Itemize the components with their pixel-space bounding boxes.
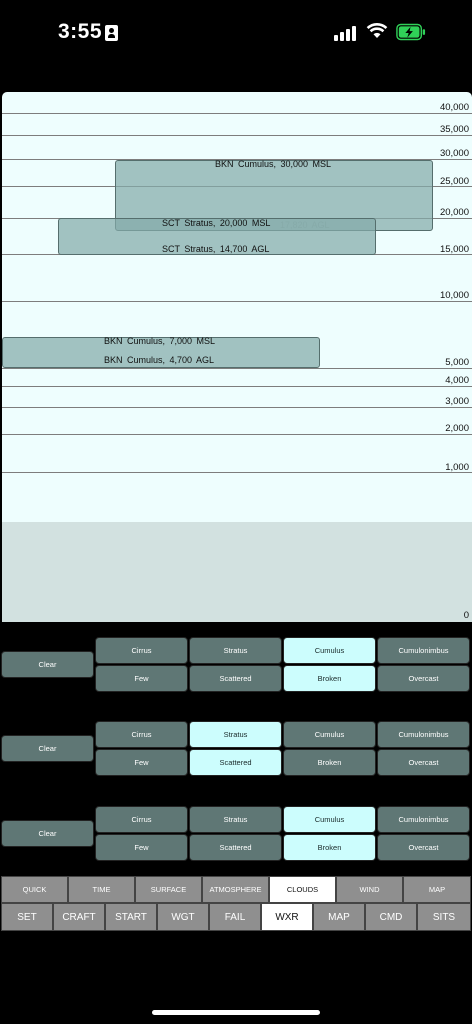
cloud-agl-label: SCT Stratus, 14,700 AGL bbox=[162, 244, 270, 254]
coverage-few-button[interactable]: Few bbox=[95, 749, 188, 776]
tab-map[interactable]: MAP bbox=[403, 876, 471, 903]
type-cumulonimbus-button[interactable]: Cumulonimbus bbox=[377, 806, 470, 833]
altitude-line bbox=[2, 301, 472, 302]
status-bar bbox=[0, 0, 472, 92]
clear-button[interactable]: Clear bbox=[1, 820, 94, 847]
coverage-broken-button[interactable]: Broken bbox=[283, 834, 376, 861]
altitude-label: 40,000 bbox=[439, 102, 469, 113]
tab-quick[interactable]: QUICK bbox=[1, 876, 68, 903]
cloud-layer-controls bbox=[0, 720, 472, 780]
coverage-scattered-button[interactable]: Scattered bbox=[189, 749, 282, 776]
weather-subtab-bar bbox=[0, 876, 472, 903]
altitude-label: 20,000 bbox=[439, 207, 469, 218]
tab-clouds[interactable]: CLOUDS bbox=[269, 876, 336, 903]
altitude-label: 35,000 bbox=[439, 124, 469, 135]
altitude-line bbox=[2, 407, 472, 408]
coverage-broken-button[interactable]: Broken bbox=[283, 665, 376, 692]
altitude-line bbox=[2, 434, 472, 435]
cloud-layer-controls bbox=[0, 805, 472, 865]
altitude-label: 0 bbox=[463, 610, 469, 621]
type-cirrus-button[interactable]: Cirrus bbox=[95, 637, 188, 664]
altitude-line bbox=[2, 113, 472, 114]
coverage-few-button[interactable]: Few bbox=[95, 834, 188, 861]
altitude-label: 5,000 bbox=[445, 357, 469, 368]
altitude-label: 3,000 bbox=[445, 396, 469, 407]
tab-wgt[interactable]: WGT bbox=[157, 903, 209, 931]
tab-cmd[interactable]: CMD bbox=[365, 903, 417, 931]
tab-surface[interactable]: SURFACE bbox=[135, 876, 202, 903]
cloud-msl-label: BKN Cumulus, 30,000 MSL bbox=[215, 159, 332, 169]
coverage-scattered-button[interactable]: Scattered bbox=[189, 665, 282, 692]
altitude-line bbox=[2, 472, 472, 473]
ground-area bbox=[2, 522, 472, 622]
altitude-label: 4,000 bbox=[445, 375, 469, 386]
coverage-scattered-button[interactable]: Scattered bbox=[189, 834, 282, 861]
coverage-broken-button[interactable]: Broken bbox=[283, 749, 376, 776]
altitude-label: 2,000 bbox=[445, 423, 469, 434]
type-stratus-button[interactable]: Stratus bbox=[189, 637, 282, 664]
coverage-overcast-button[interactable]: Overcast bbox=[377, 665, 470, 692]
coverage-overcast-button[interactable]: Overcast bbox=[377, 834, 470, 861]
coverage-overcast-button[interactable]: Overcast bbox=[377, 749, 470, 776]
cloud-msl-label: SCT Stratus, 20,000 MSL bbox=[162, 218, 271, 228]
tab-wxr[interactable]: WXR bbox=[261, 903, 313, 931]
home-indicator[interactable] bbox=[152, 1010, 320, 1015]
clear-button[interactable]: Clear bbox=[1, 735, 94, 762]
type-cumulus-button[interactable]: Cumulus bbox=[283, 637, 376, 664]
tab-craft[interactable]: CRAFT bbox=[53, 903, 105, 931]
type-cumulonimbus-button[interactable]: Cumulonimbus bbox=[377, 637, 470, 664]
altitude-label: 30,000 bbox=[439, 148, 469, 159]
coverage-few-button[interactable]: Few bbox=[95, 665, 188, 692]
contact-card-icon bbox=[105, 25, 118, 41]
tab-set[interactable]: SET bbox=[1, 903, 53, 931]
altitude-label: 1,000 bbox=[445, 462, 469, 473]
type-cumulonimbus-button[interactable]: Cumulonimbus bbox=[377, 721, 470, 748]
battery-charging-icon bbox=[396, 23, 426, 41]
altitude-label: 15,000 bbox=[439, 244, 469, 255]
altitude-label: 25,000 bbox=[439, 176, 469, 187]
main-tab-bar bbox=[0, 903, 472, 931]
cloud-msl-label: BKN Cumulus, 7,000 MSL bbox=[104, 336, 216, 346]
tab-start[interactable]: START bbox=[105, 903, 157, 931]
tab-map-main[interactable]: MAP bbox=[313, 903, 365, 931]
altitude-line bbox=[2, 135, 472, 136]
type-stratus-button[interactable]: Stratus bbox=[189, 721, 282, 748]
tab-fail[interactable]: FAIL bbox=[209, 903, 261, 931]
tab-atmosphere[interactable]: ATMOSPHERE bbox=[202, 876, 269, 903]
type-stratus-button[interactable]: Stratus bbox=[189, 806, 282, 833]
altitude-line bbox=[2, 368, 472, 369]
clear-button[interactable]: Clear bbox=[1, 651, 94, 678]
wifi-icon bbox=[366, 22, 388, 40]
tab-time[interactable]: TIME bbox=[68, 876, 135, 903]
type-cumulus-button[interactable]: Cumulus bbox=[283, 721, 376, 748]
altitude-line bbox=[2, 386, 472, 387]
tab-wind[interactable]: WIND bbox=[336, 876, 403, 903]
altitude-label: 10,000 bbox=[439, 290, 469, 301]
cloud-layer-controls bbox=[0, 636, 472, 696]
type-cirrus-button[interactable]: Cirrus bbox=[95, 806, 188, 833]
cloud-altitude-chart bbox=[2, 92, 472, 622]
tab-sits[interactable]: SITS bbox=[417, 903, 471, 931]
cloud-agl-label: BKN Cumulus, 4,700 AGL bbox=[104, 355, 215, 365]
cellular-signal-icon bbox=[334, 25, 360, 41]
type-cumulus-button[interactable]: Cumulus bbox=[283, 806, 376, 833]
status-time: 3:55 bbox=[58, 20, 103, 43]
type-cirrus-button[interactable]: Cirrus bbox=[95, 721, 188, 748]
